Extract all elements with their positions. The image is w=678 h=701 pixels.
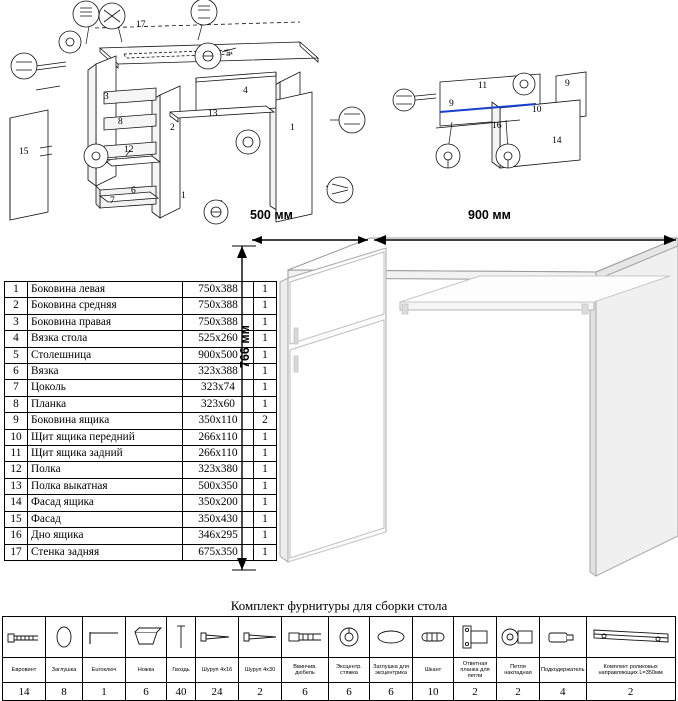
euro-screw-icon-cell <box>3 617 46 658</box>
screw-4x30-icon <box>240 620 280 654</box>
part-name: Стенка задняя <box>28 544 183 560</box>
hardware-label: Гвоздь <box>167 658 196 683</box>
screw-4x30-icon-cell <box>239 617 282 658</box>
hardware-counts-row <box>3 683 676 701</box>
part-size: 750х388 <box>183 298 254 314</box>
part-name: Фасад ящика <box>28 495 183 511</box>
hardware-label: Евровинт <box>3 658 46 683</box>
hardware-label: Комплект роликовых направляющих L=350мм <box>586 658 675 683</box>
hardware-label: Euroключ <box>83 658 126 683</box>
hardware-labels-row <box>3 658 676 683</box>
part-size: 750х388 <box>183 282 254 298</box>
part-number: 15 <box>5 511 28 527</box>
hinge-icon <box>498 620 538 654</box>
part-qty: 1 <box>254 511 277 527</box>
part-name: Вязка <box>28 364 183 380</box>
svg-text:9: 9 <box>565 79 570 89</box>
part-name: Щит ящика передний <box>28 429 183 445</box>
leg-icon-cell <box>126 617 167 658</box>
hinge-plate-icon <box>455 620 495 654</box>
hinge-icon-cell <box>497 617 540 658</box>
hardware-count: 8 <box>46 683 83 701</box>
hardware-label: Шкант <box>413 658 454 683</box>
part-name: Боковина левая <box>28 282 183 298</box>
part-size: 350х200 <box>183 495 254 511</box>
cam-cap-icon-cell <box>370 617 413 658</box>
part-number: 8 <box>5 396 28 412</box>
svg-text:14: 14 <box>552 136 562 146</box>
part-number: 2 <box>5 298 28 314</box>
part-name: Дно ящика <box>28 528 183 544</box>
cap-icon-cell <box>46 617 83 658</box>
hardware-count: 6 <box>370 683 413 701</box>
part-size: 346х295 <box>183 528 254 544</box>
part-name: Полка выкатная <box>28 478 183 494</box>
svg-text:1: 1 <box>290 123 295 133</box>
desk-svg <box>250 236 678 592</box>
part-size: 350х430 <box>183 511 254 527</box>
svg-text:2: 2 <box>170 123 175 133</box>
hardware-count: 40 <box>167 683 196 701</box>
part-number: 17 <box>5 544 28 560</box>
part-qty: 1 <box>254 528 277 544</box>
hardware-count: 2 <box>586 683 675 701</box>
svg-text:8: 8 <box>118 117 123 127</box>
svg-text:15: 15 <box>19 147 29 157</box>
hardware-label: Заглушка <box>46 658 83 683</box>
part-number: 16 <box>5 528 28 544</box>
hardware-count: 1 <box>83 683 126 701</box>
hardware-count: 2 <box>497 683 540 701</box>
part-qty: 1 <box>254 364 277 380</box>
hardware-kit-table-wrap <box>2 616 674 701</box>
part-qty: 2 <box>254 413 277 429</box>
hardware-label: Эксцентр. стяжка <box>329 658 370 683</box>
part-qty: 1 <box>254 429 277 445</box>
hardware-count: 2 <box>454 683 497 701</box>
leg-icon <box>127 620 165 654</box>
part-number: 12 <box>5 462 28 478</box>
part-number: 5 <box>5 347 28 363</box>
svg-text:12: 12 <box>124 145 134 155</box>
part-size: 500х350 <box>183 478 254 494</box>
hardware-count: 24 <box>196 683 239 701</box>
hardware-count: 4 <box>540 683 587 701</box>
svg-text:1: 1 <box>181 191 186 201</box>
part-qty: 1 <box>254 478 277 494</box>
part-size: 323х380 <box>183 462 254 478</box>
slide-rail-icon-cell <box>586 617 675 658</box>
part-number: 14 <box>5 495 28 511</box>
euro-screw-icon <box>4 620 44 654</box>
svg-text:6: 6 <box>131 186 136 196</box>
svg-text:3: 3 <box>104 92 109 102</box>
hardware-count: 6 <box>282 683 329 701</box>
svg-text:17: 17 <box>136 20 146 30</box>
part-size: 266х110 <box>183 446 254 462</box>
hardware-label: Ответная планка для петли <box>454 658 497 683</box>
part-size: 266х110 <box>183 429 254 445</box>
hardware-label: Подкодержатель <box>540 658 587 683</box>
hardware-label: Ножка <box>126 658 167 683</box>
part-size: 350х110 <box>183 413 254 429</box>
cam-cap-icon <box>371 620 411 654</box>
part-size: 323х388 <box>183 364 254 380</box>
shkant-icon-cell <box>413 617 454 658</box>
hinge-plate-icon-cell <box>454 617 497 658</box>
hardware-kit-table <box>2 616 676 701</box>
hardware-label: Шуруп 4х30 <box>239 658 282 683</box>
hardware-count: 14 <box>3 683 46 701</box>
part-qty: 1 <box>254 495 277 511</box>
part-number: 3 <box>5 314 28 330</box>
handle-icon-cell <box>540 617 587 658</box>
nail-icon <box>168 620 194 654</box>
euro-key-icon-cell <box>83 617 126 658</box>
dowel-icon-cell <box>282 617 329 658</box>
svg-text:11: 11 <box>478 81 488 91</box>
desk-assembled-view <box>238 208 678 592</box>
part-name: Боковина правая <box>28 314 183 330</box>
hardware-label: Заглушка для эксцентрика <box>370 658 413 683</box>
part-size: 525х260 <box>183 331 254 347</box>
part-number: 13 <box>5 478 28 494</box>
svg-text:5: 5 <box>226 49 231 59</box>
part-name: Боковина ящика <box>28 413 183 429</box>
part-name: Щит ящика задний <box>28 446 183 462</box>
cam-lock-icon <box>330 620 368 654</box>
part-qty: 1 <box>254 544 277 560</box>
part-qty: 1 <box>254 380 277 396</box>
part-name: Цоколь <box>28 380 183 396</box>
part-number: 10 <box>5 429 28 445</box>
part-qty: 1 <box>254 446 277 462</box>
screw-4x16-icon-cell <box>196 617 239 658</box>
dowel-icon <box>283 620 327 654</box>
hardware-label: Петля накладная <box>497 658 540 683</box>
slide-rail-icon <box>588 620 674 654</box>
height-dimension-label: 766 мм <box>238 325 252 368</box>
hardware-count: 6 <box>329 683 370 701</box>
part-qty: 1 <box>254 282 277 298</box>
part-qty: 1 <box>254 347 277 363</box>
shkant-icon <box>414 620 452 654</box>
height-dimension <box>226 240 256 576</box>
hardware-label: Шуруп 4х16 <box>196 658 239 683</box>
exploded-view-svg <box>0 0 678 232</box>
svg-text:7: 7 <box>110 196 115 206</box>
handle-icon <box>541 620 579 654</box>
part-number: 11 <box>5 446 28 462</box>
width-dimension <box>370 206 678 246</box>
part-name: Столешница <box>28 347 183 363</box>
width-dimension-label: 900 мм <box>468 208 511 222</box>
hardware-label: Ввинчив. дюбель <box>282 658 329 683</box>
part-size: 675х350 <box>183 544 254 560</box>
exploded-view-diagram <box>0 0 678 228</box>
part-qty: 1 <box>254 298 277 314</box>
svg-text:16: 16 <box>492 121 502 131</box>
svg-text:10: 10 <box>532 105 542 115</box>
part-qty: 1 <box>254 331 277 347</box>
part-qty: 1 <box>254 396 277 412</box>
cap-icon <box>47 620 81 654</box>
svg-text:9: 9 <box>449 99 454 109</box>
part-qty: 1 <box>254 462 277 478</box>
svg-text:4: 4 <box>243 86 248 96</box>
part-size: 323х60 <box>183 396 254 412</box>
hardware-icons-row <box>3 617 676 658</box>
hardware-count: 2 <box>239 683 282 701</box>
part-number: 4 <box>5 331 28 347</box>
part-number: 7 <box>5 380 28 396</box>
part-name: Фасад <box>28 511 183 527</box>
part-name: Полка <box>28 462 183 478</box>
hardware-kit-title: Комплект фурнитуры для сборки стола <box>230 598 448 613</box>
part-number: 6 <box>5 364 28 380</box>
part-number: 1 <box>5 282 28 298</box>
screw-4x16-icon <box>197 620 237 654</box>
hardware-count: 6 <box>126 683 167 701</box>
part-size: 750х388 <box>183 314 254 330</box>
part-qty: 1 <box>254 314 277 330</box>
svg-text:13: 13 <box>208 109 218 119</box>
part-number: 9 <box>5 413 28 429</box>
part-name: Планка <box>28 396 183 412</box>
part-name: Боковина средняя <box>28 298 183 314</box>
hardware-count: 10 <box>413 683 454 701</box>
part-name: Вязка стола <box>28 331 183 347</box>
part-size: 323х74 <box>183 380 254 396</box>
euro-key-icon <box>84 620 124 654</box>
part-size: 900х500 <box>183 347 254 363</box>
nail-icon-cell <box>167 617 196 658</box>
cam-lock-icon-cell <box>329 617 370 658</box>
depth-dimension-label: 500 мм <box>250 208 293 222</box>
